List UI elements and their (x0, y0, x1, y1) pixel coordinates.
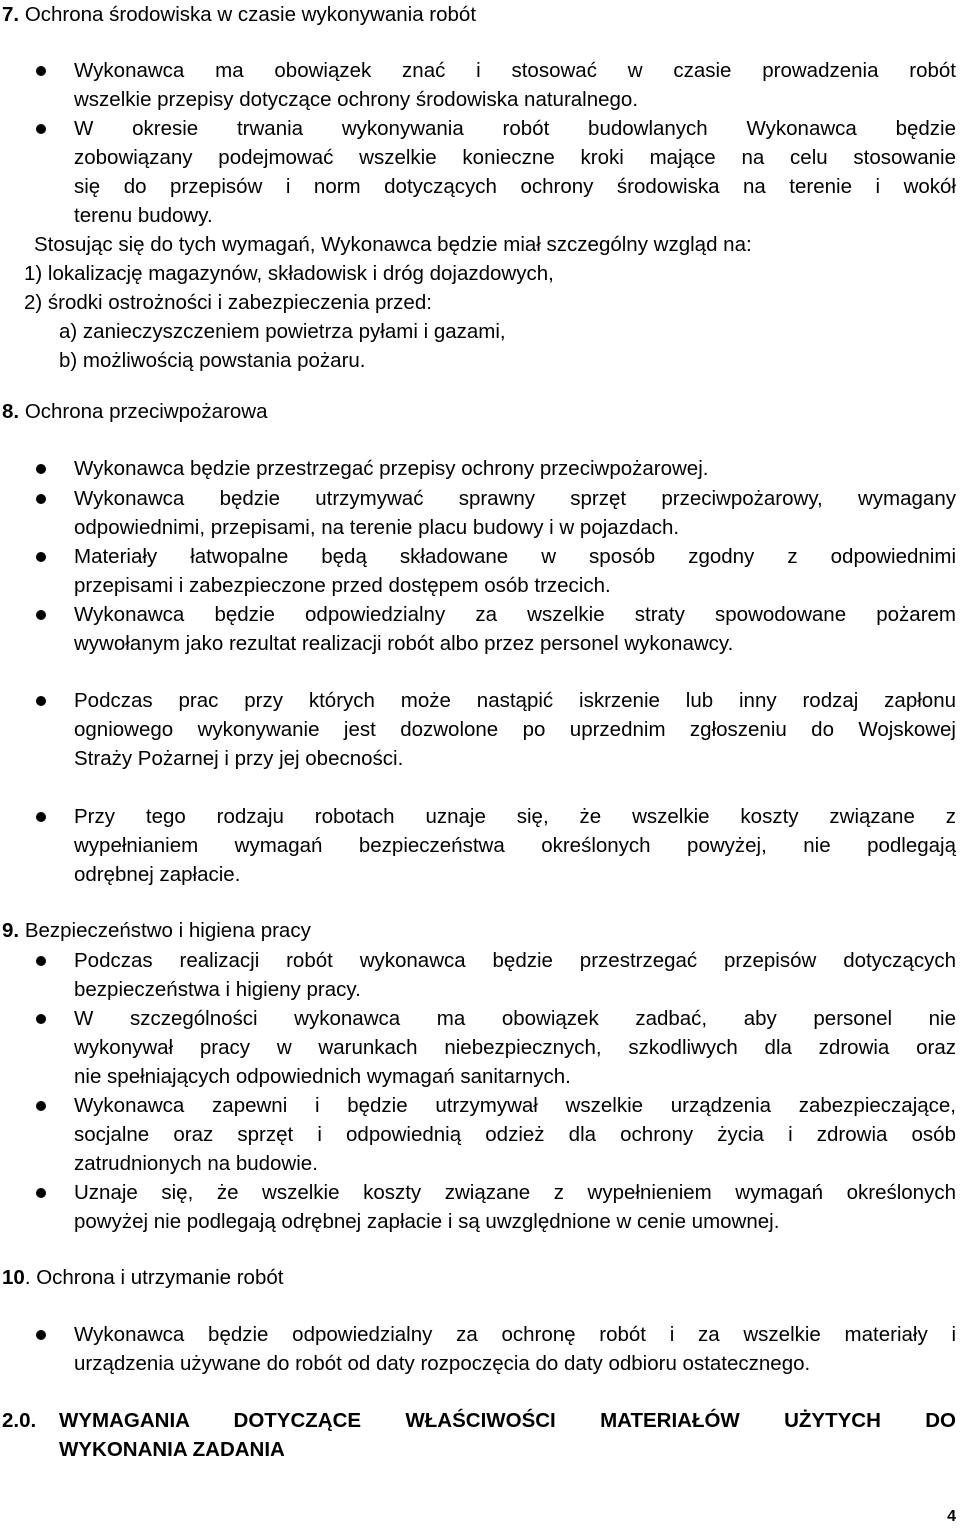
chapter-number: 2.0. (2, 1409, 37, 1432)
list-item-line: zatrudnionych na budowie. (74, 1152, 318, 1175)
list-item-line: wypełnianiem wymagań bezpieczeństwa określonych powyżej, nie podlegają (74, 834, 956, 857)
list-item-line: Wykonawca będzie przestrzegać przepisy ochrony przeciwpożarowej. (74, 457, 709, 480)
list-item-line: Uznaje się, że wszelkie koszty związane z wypełnieniem wymagań określonych (74, 1181, 956, 1204)
list-item-line: Podczas realizacji robót wykonawca będzie przestrzegać przepisów dotyczących (74, 949, 956, 972)
section-title: . Ochrona i utrzymanie robót (24, 1266, 284, 1289)
page-number: 4 (947, 1508, 956, 1525)
list-item-line: bezpieczeństwa i higieny pracy. (74, 978, 361, 1001)
list-item-line: wywołanym jako rezultat realizacji robót albo przez personel wykonawcy. (74, 632, 734, 655)
list-item-line: terenu budowy. (74, 204, 213, 227)
bullet-icon (36, 464, 46, 474)
list-item-line: W okresie trwania wykonywania robót budowlanych Wykonawca będzie (74, 117, 956, 140)
list-item-line: wykonywał pracy w warunkach niebezpiecznych, szkodliwych dla zdrowia oraz (74, 1036, 956, 1059)
paragraph: 2) środki ostrożności i zabezpieczenia przed: (24, 291, 432, 314)
list-item-line: Materiały łatwopalne będą składowane w sposób zgodny z odpowiednimi (74, 545, 956, 568)
bullet-icon (36, 1330, 46, 1340)
list-item-line: odrębnej zapłacie. (74, 863, 241, 886)
paragraph: b) możliwością powstania pożaru. (59, 349, 366, 372)
paragraph: Stosując się do tych wymagań, Wykonawca będzie miał szczególny wzgląd na: (34, 233, 752, 256)
section-number: 7. (2, 3, 20, 26)
section-number: 8. (2, 400, 20, 423)
bullet-icon (36, 610, 46, 620)
bullet-icon (36, 1014, 46, 1024)
paragraph: a) zanieczyszczeniem powietrza pyłami i gazami, (59, 320, 506, 343)
bullet-icon (36, 812, 46, 822)
bullet-icon (36, 1101, 46, 1111)
chapter-title-line: WYMAGANIA DOTYCZĄCE WŁAŚCIWOŚCI MATERIAŁÓW UŻYTYCH DO (59, 1409, 956, 1432)
list-item-line: odpowiednimi, przepisami, na terenie placu budowy i w pojazdach. (74, 516, 680, 539)
list-item-line: wszelkie przepisy dotyczące ochrony środowiska naturalnego. (74, 88, 639, 111)
list-item-line: Podczas prac przy których może nastąpić iskrzenie lub inny rodzaj zapłonu (74, 689, 956, 712)
section-number: 10 (2, 1266, 25, 1289)
section-7-heading (2, 3, 476, 27)
bullet-icon (36, 124, 46, 134)
bullet-icon (36, 66, 46, 76)
list-item-line: W szczególności wykonawca ma obowiązek zadbać, aby personel nie (74, 1007, 956, 1030)
list-item-line: Przy tego rodzaju robotach uznaje się, że wszelkie koszty związane z (74, 805, 956, 828)
list-item-line: Wykonawca zapewni i będzie utrzymywał wszelkie urządzenia zabezpieczające, (74, 1094, 956, 1117)
list-item-line: Wykonawca będzie odpowiedzialny za ochronę robót i za wszelkie materiały i (74, 1323, 956, 1346)
list-item-line: Wykonawca będzie odpowiedzialny za wszelkie straty spowodowane pożarem (74, 603, 956, 626)
list-item-line: nie spełniających odpowiednich wymagań sanitarnych. (74, 1065, 571, 1088)
list-item-line: powyżej nie podlegają odrębnej zapłacie i są uwzględnione w cenie umownej. (74, 1210, 780, 1233)
chapter-title-line: WYKONANIA ZADANIA (59, 1438, 285, 1461)
bullet-icon (36, 552, 46, 562)
bullet-icon (36, 956, 46, 966)
section-9-heading (2, 919, 311, 943)
paragraph: 1) lokalizację magazynów, składowisk i dróg dojazdowych, (24, 262, 554, 285)
section-10-heading (2, 1266, 283, 1290)
bullet-icon (36, 494, 46, 504)
section-8-heading (2, 400, 268, 424)
list-item-line: Wykonawca ma obowiązek znać i stosować w czasie prowadzenia robót (74, 59, 956, 82)
list-item-line: przepisami i zabezpieczone przed dostępem osób trzecich. (74, 574, 611, 597)
section-number: 9. (2, 919, 20, 942)
list-item-line: Wykonawca będzie utrzymywać sprawny sprzęt przeciwpożarowy, wymagany (74, 487, 956, 510)
bullet-icon (36, 696, 46, 706)
list-item-line: ogniowego wykonywanie jest dozwolone po uprzednim zgłoszeniu do Wojskowej (74, 718, 956, 741)
list-item-line: urządzenia używane do robót od daty rozpoczęcia do daty odbioru ostatecznego. (74, 1352, 811, 1375)
section-title: Ochrona przeciwpożarowa (24, 400, 268, 423)
list-item-line: Straży Pożarnej i przy jej obecności. (74, 747, 404, 770)
list-item-line: się do przepisów i norm dotyczących ochrony środowiska na terenie i wokół (74, 175, 956, 198)
section-title: Ochrona środowiska w czasie wykonywania robót (24, 3, 477, 26)
section-title: Bezpieczeństwo i higiena pracy (24, 919, 311, 942)
list-item-line: socjalne oraz sprzęt i odpowiednią odzież dla ochrony życia i zdrowia osób (74, 1123, 956, 1146)
bullet-icon (36, 1188, 46, 1198)
list-item-line: zobowiązany podejmować wszelkie konieczne kroki mające na celu stosowanie (74, 146, 956, 169)
